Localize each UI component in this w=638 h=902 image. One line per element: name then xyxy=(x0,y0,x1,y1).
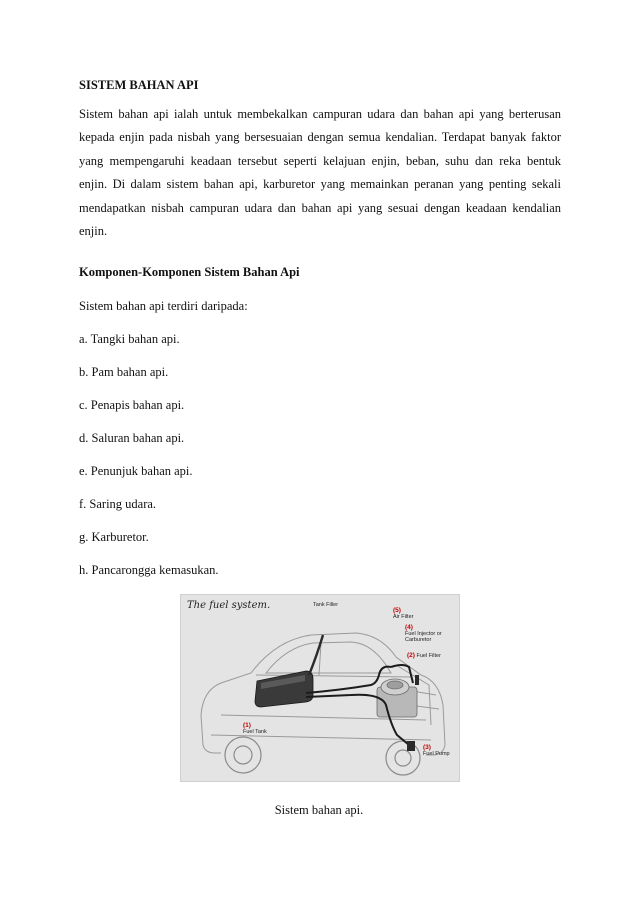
list-item: e. Penunjuk bahan api. xyxy=(79,464,193,478)
list-item: g. Karburetor. xyxy=(79,530,149,544)
intro-line: Sistem bahan api ialah untuk membekalkan campuran udara dan bahan api yang berterusan xyxy=(79,107,561,121)
label-carburetor xyxy=(405,625,442,643)
list-item: h. Pancarongga kemasukan. xyxy=(79,563,219,577)
label-fuel-filter xyxy=(407,653,441,659)
fuel-system-figure xyxy=(180,594,460,782)
label-text: Carburetor xyxy=(405,637,432,643)
list-item: b. Pam bahan api. xyxy=(79,365,169,379)
label-number: (5) xyxy=(393,607,401,614)
label-text: Air Filter xyxy=(393,614,414,620)
page-title: SISTEM BAHAN API xyxy=(79,78,199,92)
intro-line: enjin. xyxy=(79,224,108,239)
label-text: Fuel Injector or xyxy=(405,631,442,637)
label-number: (3) xyxy=(423,744,431,751)
intro-line: enjin. Di dalam sistem bahan api, karburetor yang memainkan peranan yang penting sekali xyxy=(79,177,561,192)
list-item: a. Tangki bahan api. xyxy=(79,332,180,346)
label-number: (2) xyxy=(407,652,415,659)
list-intro: Sistem bahan api terdiri daripada: xyxy=(79,299,248,313)
label-text: Fuel Filter xyxy=(416,653,441,659)
figure-title: The fuel system. xyxy=(187,600,271,611)
label-number: (1) xyxy=(243,722,251,729)
intro-line: yang mempengaruhi keadaan tersebut seperti kelajuan enjin, beban, suhu dan reka bentuk xyxy=(79,153,561,168)
intro-line: kepada enjin pada nisbah yang bersesuaian dengan semua kendalian. Terdapat banyak faktor xyxy=(79,130,561,145)
car-fuel-system-illustration xyxy=(181,595,459,781)
section-subtitle: Komponen-Komponen Sistem Bahan Api xyxy=(79,265,300,279)
label-text: Fuel Tank xyxy=(243,729,267,735)
intro-paragraph xyxy=(79,103,561,243)
label-fuel-tank xyxy=(243,723,267,735)
list-item: d. Saluran bahan api. xyxy=(79,431,185,445)
list-item: c. Penapis bahan api. xyxy=(79,398,185,412)
label-air-filter xyxy=(393,608,413,620)
label-text: Fuel Pump xyxy=(423,751,450,757)
intro-line: mendapatkan nisbah campuran udara dan bahan api yang sesuai dengan keadaan kendalian xyxy=(79,200,561,215)
label-fuel-pump xyxy=(423,745,450,757)
figure-caption: Sistem bahan api. xyxy=(274,803,364,817)
list-item: f. Saring udara. xyxy=(79,497,157,511)
label-number: (4) xyxy=(405,624,413,631)
label-tank-filler: Tank Filler xyxy=(313,602,339,608)
